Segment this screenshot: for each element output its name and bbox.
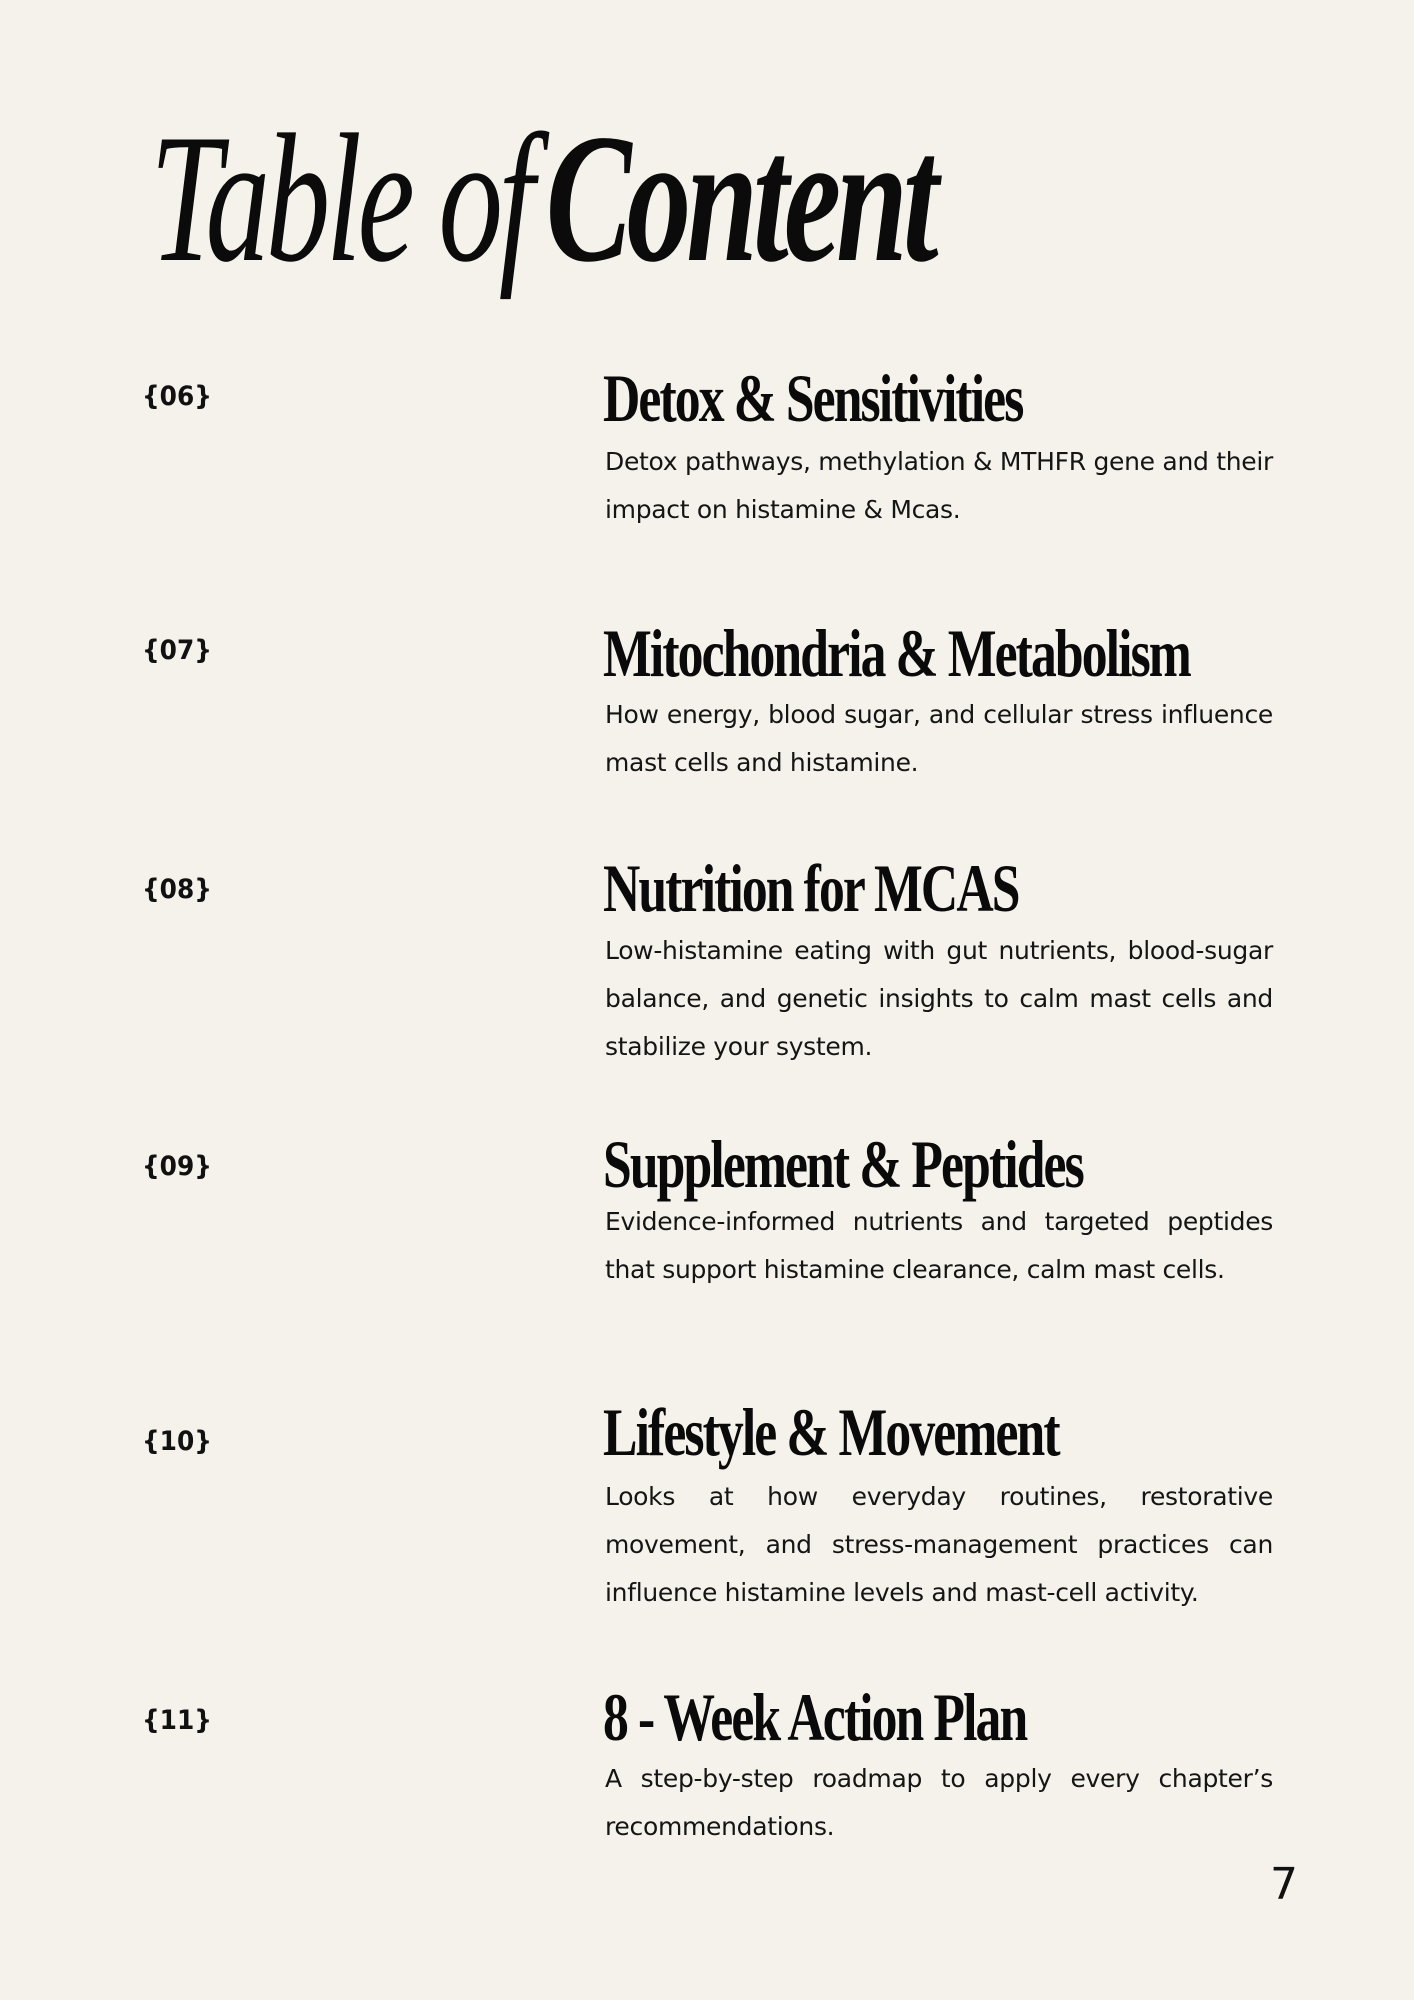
chapter-heading: Detox & Sensitivities [603,360,1023,436]
chapter-description: A step-by-step roadmap to apply every chapter’s recommendations. [605,1764,1273,1841]
chapter-number: {09} [142,1151,212,1182]
page-title-bold: Content [545,96,934,300]
chapter-number: {10} [142,1426,212,1457]
chapter-description: Evidence-informed nutrients and targeted peptides that support histamine clearance, calm mast cells. [605,1207,1273,1284]
chapter-heading: 8 - Week Action Plan [603,1679,1027,1755]
chapter-number: {07} [142,635,212,666]
chapter-description: Detox pathways, methylation & MTHFR gene and their impact on histamine & Mcas. [605,447,1273,524]
page-title [150,98,934,298]
chapter-description: Looks at how everyday routines, restorative movement, and stress-management practices can influence histamine levels and mast-cell activity. [605,1482,1273,1607]
chapter-heading: Supplement & Peptides [603,1126,1083,1202]
page-title-light: Table of [150,96,531,300]
page-number: 7 [1270,1859,1298,1910]
chapter-heading: Lifestyle & Movement [603,1394,1059,1470]
chapter-number: {11} [142,1705,212,1736]
chapter-number: {06} [142,381,212,412]
chapter-heading: Mitochondria & Metabolism [603,615,1190,691]
chapter-number: {08} [142,874,212,905]
chapter-heading: Nutrition for MCAS [603,850,1019,926]
chapter-description: How energy, blood sugar, and cellular stress influence mast cells and histamine. [605,700,1273,777]
chapter-description: Low-histamine eating with gut nutrients, blood-sugar balance, and genetic insights to calm mast cells and stabilize your system. [605,936,1273,1061]
